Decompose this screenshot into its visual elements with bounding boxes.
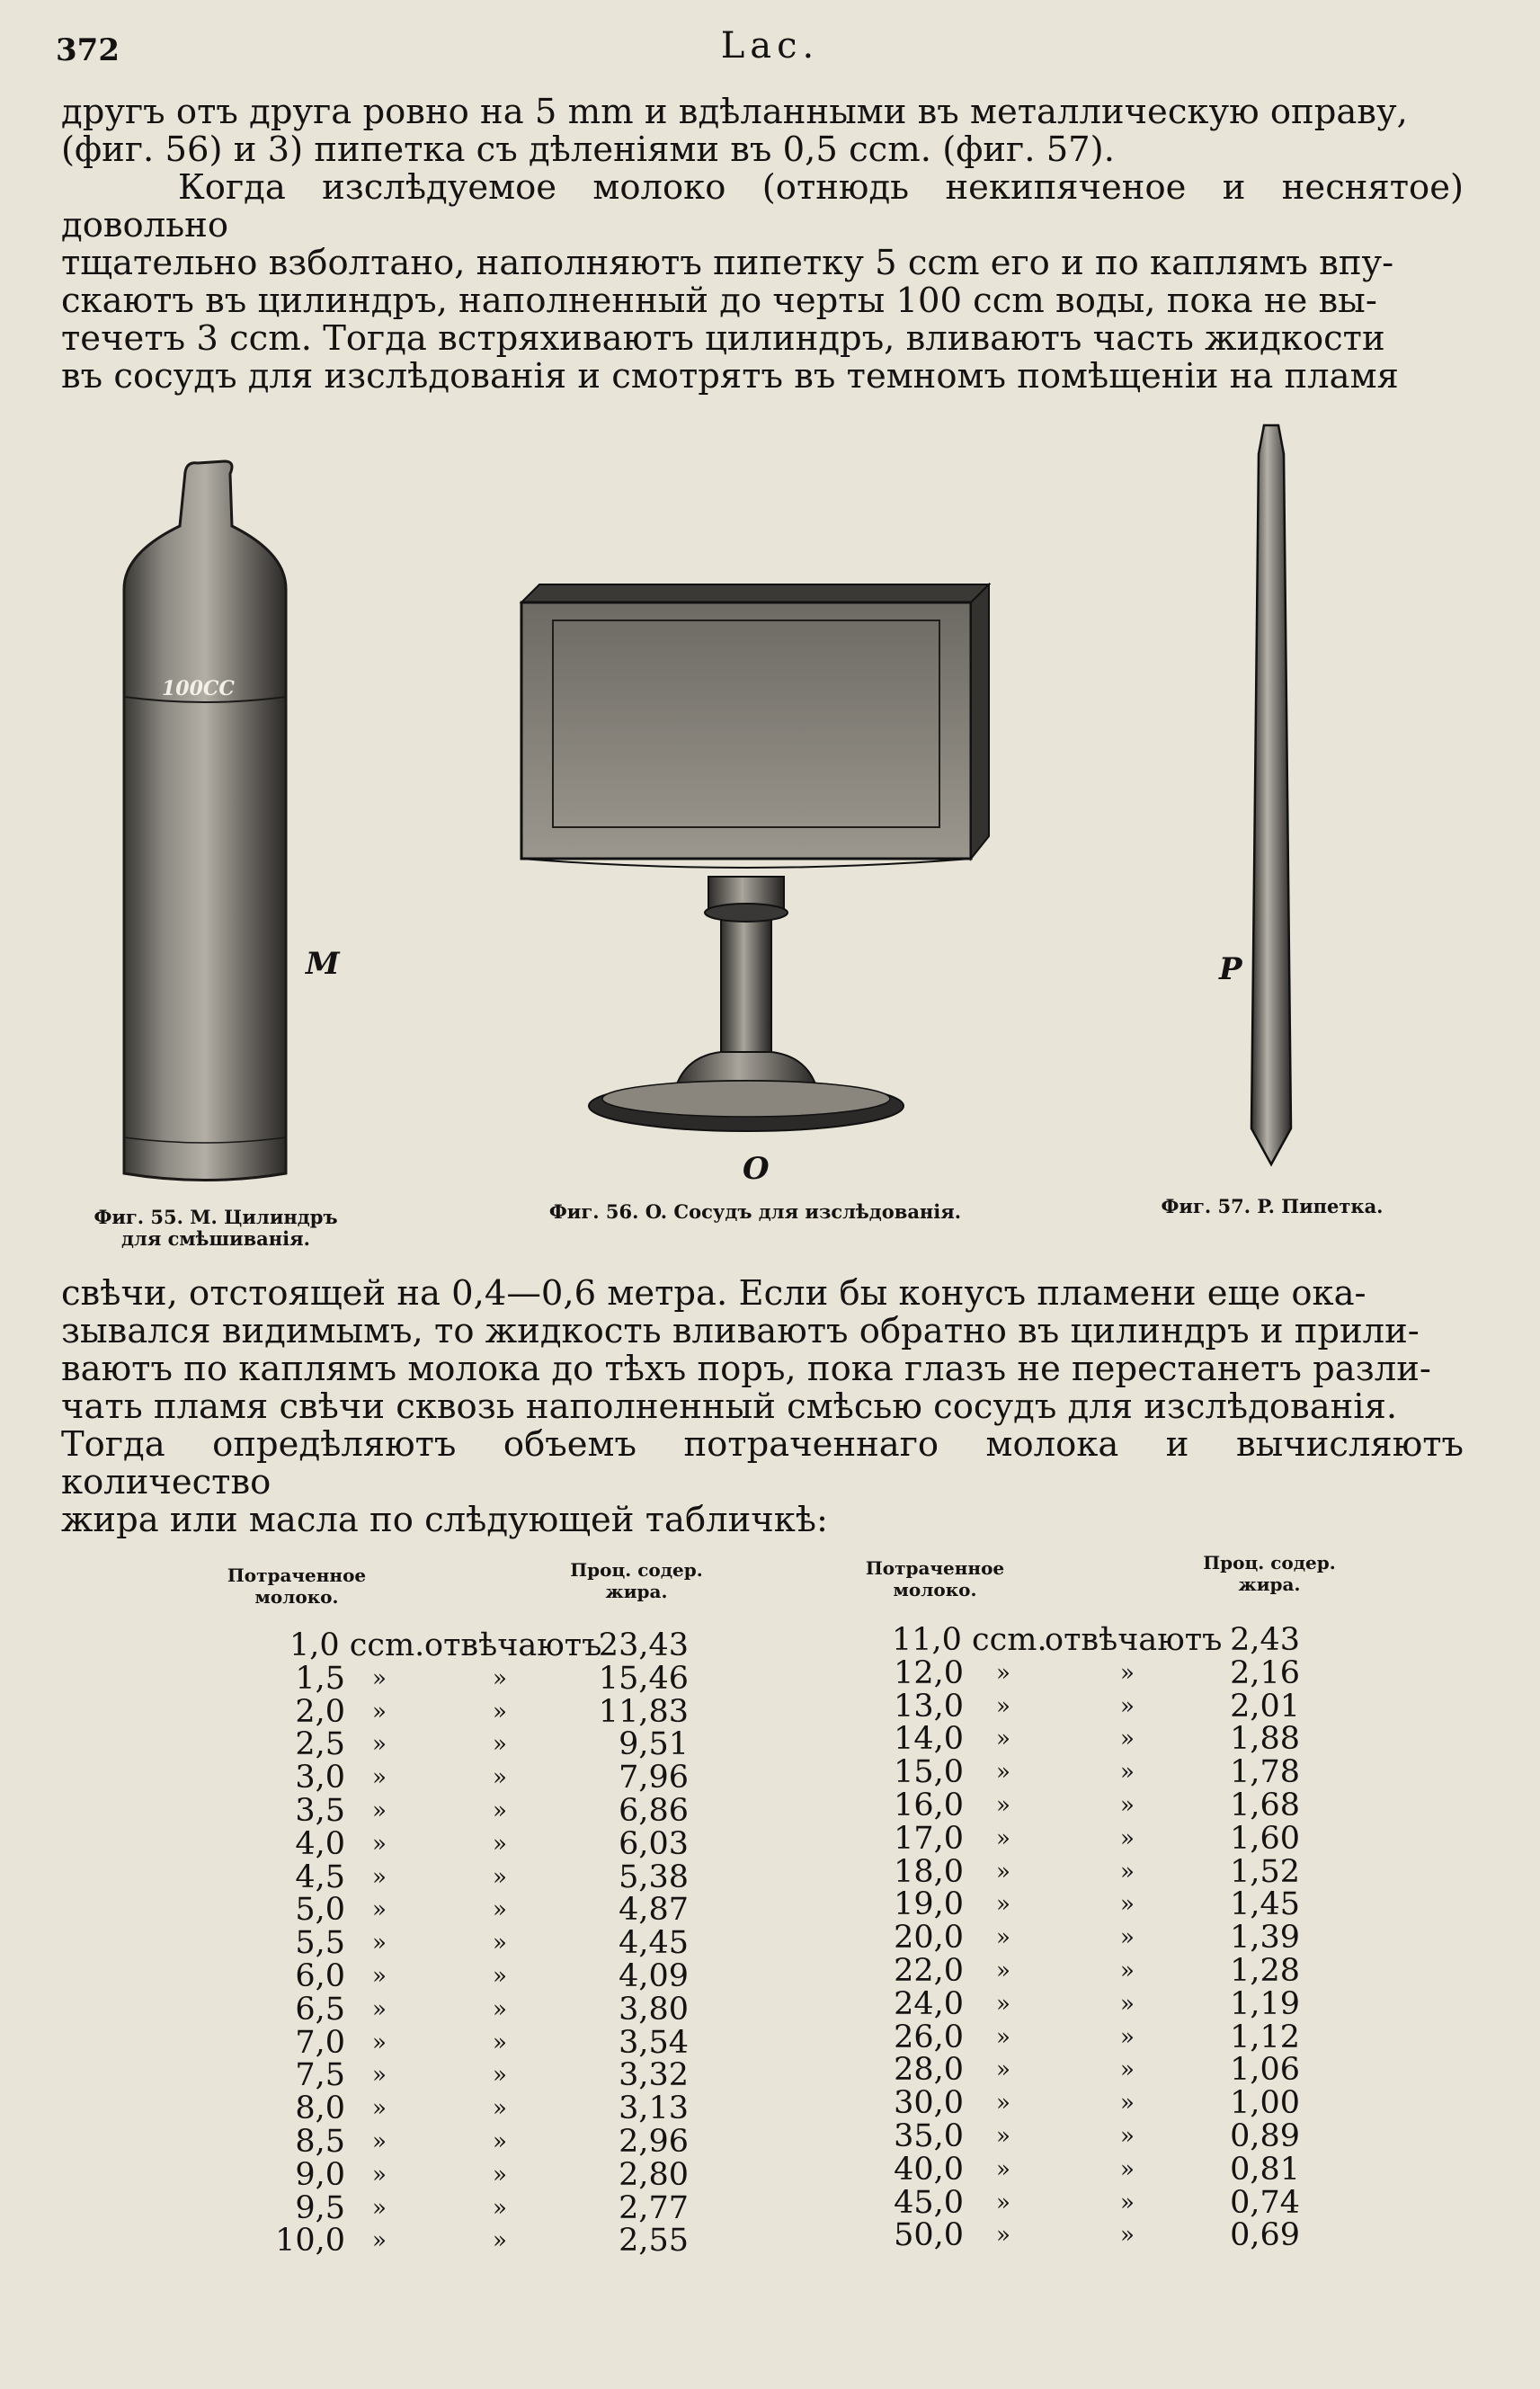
table-row xyxy=(773,2219,1420,2252)
top-paragraph xyxy=(61,94,1464,396)
table-cell: 1,5 xyxy=(295,1660,345,1697)
table-cell: » xyxy=(372,1830,387,1858)
table-cell: » xyxy=(372,2227,387,2255)
text-line: Тогда опредѣляютъ объемъ потраченнаго молока и вычисляютъ количество xyxy=(61,1424,1464,1502)
table-cell: 2,5 xyxy=(295,1726,345,1763)
table-cell: 3,0 xyxy=(295,1760,345,1796)
table-cell: 9,5 xyxy=(295,2189,345,2226)
table-row xyxy=(0,2123,773,2160)
left-head-milk xyxy=(207,1564,387,1608)
table-cell: 10,0 xyxy=(275,2223,345,2260)
table-cell: » xyxy=(372,1930,387,1957)
table-cell: 23,43 xyxy=(598,1627,689,1663)
text-line: течетъ 3 ccm. Тогда встряхиваютъ цилиндръ, вливаютъ часть жидкости xyxy=(61,318,1385,359)
table-cell: » xyxy=(372,1764,387,1792)
page-header xyxy=(0,25,1540,70)
table-cell: » xyxy=(996,2155,1010,2183)
table-cell: 4,09 xyxy=(619,1957,689,1994)
table-cell: 1,68 xyxy=(1230,1787,1300,1823)
table-cell: » xyxy=(493,2127,507,2155)
table-row xyxy=(773,2054,1420,2087)
table-cell: » xyxy=(996,1759,1010,1787)
table-cell: » xyxy=(372,1863,387,1891)
table-cell: » xyxy=(372,1698,387,1725)
table-cell: 1,52 xyxy=(1230,1853,1300,1890)
table-row xyxy=(773,1690,1420,1724)
table-row xyxy=(773,1789,1420,1823)
text-line: свѣчи, отстоящей на 0,4—0,6 метра. Если бы конусъ пламени еще ока- xyxy=(61,1273,1366,1314)
table-cell: 3,80 xyxy=(619,1991,689,2028)
table-cell: 1,78 xyxy=(1230,1754,1300,1791)
table-cell: » xyxy=(493,1962,507,1990)
table-row xyxy=(0,1662,773,1696)
table-row xyxy=(773,2153,1420,2187)
table-cell: 0,69 xyxy=(1230,2217,1300,2254)
text-line: другъ отъ друга ровно на 5 mm и вдѣланными въ металлическую оправу, xyxy=(61,92,1408,132)
table-row xyxy=(0,1894,773,1927)
table-cell: 1,39 xyxy=(1230,1920,1300,1957)
table-row xyxy=(773,1820,1420,1857)
head-line: Проц. содер. xyxy=(570,1559,703,1581)
table-row xyxy=(773,1985,1420,2022)
table-cell: 7,5 xyxy=(295,2057,345,2094)
table-cell: 1,0 ccm. xyxy=(289,1627,425,1663)
table-cell: 18,0 xyxy=(894,1853,964,1890)
table-cell: 5,5 xyxy=(295,1925,345,1962)
table-cell: » xyxy=(996,1791,1010,1819)
figure-55-cylinder xyxy=(115,454,295,1191)
table-cell: 1,00 xyxy=(1230,2085,1300,2122)
right-head-milk xyxy=(845,1557,1025,1600)
table-cell: » xyxy=(996,1990,1010,2018)
table-cell: » xyxy=(996,1824,1010,1852)
figure-57-caption: Фиг. 57. P. Пипетка. xyxy=(1161,1195,1384,1217)
table-cell: » xyxy=(493,2161,507,2188)
table-cell: » xyxy=(493,1664,507,1692)
table-cell: » xyxy=(372,1995,387,2023)
table-row xyxy=(0,2189,773,2226)
table-cell: » xyxy=(996,2222,1010,2250)
table-row xyxy=(773,1723,1420,1756)
table-row xyxy=(0,1993,773,2027)
table-cell: » xyxy=(493,2194,507,2222)
left-head-fat xyxy=(556,1559,717,1602)
table-cell: » xyxy=(1120,2222,1135,2250)
table-cell: 1,12 xyxy=(1230,2019,1300,2055)
table-cell: » xyxy=(372,1731,387,1759)
table-cell: 35,0 xyxy=(894,2117,964,2154)
table-cell: 3,5 xyxy=(295,1792,345,1829)
cylinder-label: 100CC xyxy=(162,677,235,700)
table-cell: 4,0 xyxy=(295,1825,345,1862)
running-head: Lac. xyxy=(720,25,820,67)
table-row xyxy=(0,1693,773,1730)
table-cell: » xyxy=(996,1692,1010,1720)
table-cell: 5,38 xyxy=(619,1859,689,1895)
table-cell: » xyxy=(1120,1990,1135,2018)
table-row xyxy=(773,1756,1420,1789)
table-row xyxy=(773,2184,1420,2221)
table-cell: 0,89 xyxy=(1230,2117,1300,2154)
table-row xyxy=(0,1728,773,1761)
table-cell: 1,60 xyxy=(1230,1820,1300,1857)
table-cell: 1,06 xyxy=(1230,2052,1300,2089)
table-cell: » xyxy=(372,2028,387,2056)
table-cell: 50,0 xyxy=(894,2217,964,2254)
figure-57-pipette xyxy=(1239,418,1302,1169)
table-cell: 6,0 xyxy=(295,1957,345,1994)
table-cell: » xyxy=(372,2161,387,2188)
table-cell: 8,5 xyxy=(295,2123,345,2160)
table-cell: 8,0 xyxy=(295,2090,345,2127)
cylinder-illustration xyxy=(115,454,295,1191)
table-cell: » xyxy=(996,2188,1010,2216)
table-cell: » xyxy=(1120,1824,1135,1852)
table-cell: 0,81 xyxy=(1230,2151,1300,2188)
table-cell: » xyxy=(996,1858,1010,1885)
table-row xyxy=(0,1825,773,1862)
table-cell: 1,88 xyxy=(1230,1721,1300,1758)
table-cell: 1,45 xyxy=(1230,1886,1300,1923)
table-cell: » xyxy=(372,1896,387,1924)
figure-56-letter: O xyxy=(743,1151,770,1187)
table-cell: 30,0 xyxy=(894,2085,964,2122)
table-cell: 0,74 xyxy=(1230,2184,1300,2221)
table-cell: 20,0 xyxy=(894,1920,964,1957)
table-row xyxy=(0,1792,773,1829)
table-row xyxy=(773,1921,1420,1955)
figure-55-caption xyxy=(72,1207,360,1250)
table-cell: отвѣчаютъ xyxy=(424,1627,602,1663)
table-cell: » xyxy=(493,1863,507,1891)
table-cell: » xyxy=(1120,1924,1135,1952)
table-cell: 5,0 xyxy=(295,1892,345,1929)
table-row xyxy=(773,2087,1420,2120)
table-cell: 2,16 xyxy=(1230,1654,1300,1691)
head-line: Потраченное xyxy=(227,1564,367,1586)
table-row xyxy=(773,1952,1420,1989)
table-cell: » xyxy=(1120,1759,1135,1787)
table-cell: 15,46 xyxy=(598,1660,689,1697)
table-row xyxy=(0,1927,773,1960)
figure-57-letter: P xyxy=(1219,951,1242,987)
table-row xyxy=(773,2021,1420,2055)
table-cell: » xyxy=(1120,2090,1135,2117)
table-cell: » xyxy=(493,1698,507,1725)
table-cell: 1,19 xyxy=(1230,1985,1300,2022)
table-cell: » xyxy=(996,1725,1010,1753)
bottom-paragraph xyxy=(61,1275,1464,1539)
table-cell: 3,54 xyxy=(619,2024,689,2061)
table-cell: » xyxy=(493,2227,507,2255)
table-cell: 2,96 xyxy=(619,2123,689,2160)
table-cell: 45,0 xyxy=(894,2184,964,2221)
table-cell: » xyxy=(996,1957,1010,1984)
table-cell: 1,28 xyxy=(1230,1952,1300,1989)
figure-55-letter: M xyxy=(306,946,340,982)
table-cell: 9,0 xyxy=(295,2156,345,2193)
table-cell: » xyxy=(1120,1957,1135,1984)
table-row xyxy=(0,2024,773,2061)
table-cell: 2,55 xyxy=(619,2223,689,2260)
table-row xyxy=(0,1957,773,1994)
table-cell: » xyxy=(1120,1692,1135,1720)
pipette-illustration xyxy=(1239,418,1302,1169)
table-cell: » xyxy=(1120,2188,1135,2216)
table-cell: » xyxy=(1120,1858,1135,1885)
table-cell: » xyxy=(996,1924,1010,1952)
text-line: Когда изслѣдуемое молоко (отнюдь некипяченое и неснятое) довольно xyxy=(61,167,1464,245)
caption-line: для смѣшиванія. xyxy=(121,1227,310,1250)
text-line: тщательно взболтано, наполняютъ пипетку 5 ccm его и по каплямъ впу- xyxy=(61,243,1394,283)
table-cell: 6,5 xyxy=(295,1991,345,2028)
table-cell: 2,0 xyxy=(295,1693,345,1730)
head-line: жира. xyxy=(605,1581,668,1602)
figure-56-vessel xyxy=(503,566,1007,1142)
text-line: (фиг. 56) и 3) пипетка съ дѣленіями въ 0,5 ccm. (фиг. 57). xyxy=(61,129,1115,170)
table-cell: 15,0 xyxy=(894,1754,964,1791)
table-cell: 11,83 xyxy=(598,1693,689,1730)
table-row xyxy=(0,1629,773,1662)
table-cell: » xyxy=(1120,2155,1135,2183)
figure-56-caption: Фиг. 56. O. Сосудъ для изслѣдованія. xyxy=(548,1200,962,1223)
table-row xyxy=(773,2117,1420,2154)
table-row xyxy=(0,2224,773,2258)
table-cell: » xyxy=(372,2062,387,2090)
table-cell: » xyxy=(1120,2122,1135,2150)
table-cell: » xyxy=(1120,1891,1135,1919)
table-cell: » xyxy=(493,1995,507,2023)
table-cell: » xyxy=(1120,1725,1135,1753)
table-cell: » xyxy=(996,1659,1010,1687)
table-cell: » xyxy=(372,2095,387,2123)
table-cell: 26,0 xyxy=(894,2019,964,2055)
text-line: въ сосудъ для изслѣдованія и смотрятъ въ темномъ помѣщеніи на пламя xyxy=(61,356,1399,397)
table-cell: » xyxy=(372,1796,387,1824)
table-cell: 2,80 xyxy=(619,2156,689,2193)
text-line: зывался видимымъ, то жидкость вливаютъ обратно въ цилиндръ и прили- xyxy=(61,1311,1420,1351)
table-cell: » xyxy=(996,1891,1010,1919)
table-cell: 3,13 xyxy=(619,2090,689,2127)
page-number: 372 xyxy=(56,32,120,68)
table-cell: » xyxy=(1120,1791,1135,1819)
table-cell: » xyxy=(996,2023,1010,2051)
table-row xyxy=(773,1624,1420,1657)
table-cell: » xyxy=(493,1930,507,1957)
table-cell: 22,0 xyxy=(894,1952,964,1989)
table-cell: » xyxy=(493,2062,507,2090)
table-cell: 11,0 ccm. xyxy=(892,1622,1047,1658)
text-line: чать пламя свѣчи сквозь наполненный смѣсью сосудъ для изслѣдованія. xyxy=(61,1386,1398,1427)
table-cell: » xyxy=(372,2127,387,2155)
table-cell: » xyxy=(1120,1659,1135,1687)
table-cell: 6,03 xyxy=(619,1825,689,1862)
table-cell: 4,45 xyxy=(619,1925,689,1962)
table-row xyxy=(0,2092,773,2126)
table-cell: 19,0 xyxy=(894,1886,964,1923)
table-cell: » xyxy=(493,1796,507,1824)
fat-table-left xyxy=(0,1629,773,2258)
table-cell: 40,0 xyxy=(894,2151,964,2188)
table-cell: 6,86 xyxy=(619,1792,689,1829)
table-cell: » xyxy=(493,1830,507,1858)
head-line: молоко. xyxy=(893,1579,977,1600)
table-cell: 14,0 xyxy=(894,1721,964,1758)
table-cell: » xyxy=(493,2028,507,2056)
table-cell: » xyxy=(996,2056,1010,2084)
head-line: Потраченное xyxy=(865,1557,1005,1579)
table-cell: 9,51 xyxy=(619,1726,689,1763)
table-cell: » xyxy=(1120,2023,1135,2051)
table-cell: 17,0 xyxy=(894,1820,964,1857)
table-cell: » xyxy=(372,2194,387,2222)
table-cell: 16,0 xyxy=(894,1787,964,1823)
table-cell: отвѣчаютъ xyxy=(1045,1622,1223,1658)
text-line: жира или масла по слѣдующей табличкѣ: xyxy=(61,1500,828,1540)
table-cell: 24,0 xyxy=(894,1985,964,2022)
table-cell: 4,87 xyxy=(619,1892,689,1929)
text-line: скаютъ въ цилиндръ, наполненный до черты 100 ccm воды, пока не вы- xyxy=(61,281,1377,321)
table-cell: » xyxy=(493,1896,507,1924)
table-row xyxy=(773,1654,1420,1691)
table-cell: » xyxy=(493,1764,507,1792)
table-cell: 13,0 xyxy=(894,1688,964,1725)
text-line: ваютъ по каплямъ молока до тѣхъ поръ, пока глазъ не перестанетъ разли- xyxy=(61,1349,1431,1389)
table-cell: 3,32 xyxy=(619,2057,689,2094)
head-line: Проц. содер. xyxy=(1203,1552,1336,1573)
table-row xyxy=(0,2059,773,2092)
fat-table-right xyxy=(773,1624,1420,2252)
table-cell: 2,01 xyxy=(1230,1688,1300,1725)
table-cell: 7,96 xyxy=(619,1760,689,1796)
table-cell: » xyxy=(493,1731,507,1759)
table-cell: » xyxy=(493,2095,507,2123)
table-row xyxy=(0,2156,773,2193)
table-cell: 4,5 xyxy=(295,1859,345,1895)
caption-line: Фиг. 55. M. Цилиндръ xyxy=(93,1206,338,1228)
table-cell: 7,0 xyxy=(295,2024,345,2061)
table-cell: 2,77 xyxy=(619,2189,689,2226)
table-cell: » xyxy=(1120,2056,1135,2084)
head-line: жира. xyxy=(1238,1573,1301,1595)
table-row xyxy=(773,1853,1420,1890)
table-row xyxy=(0,1761,773,1795)
table-row xyxy=(0,1861,773,1894)
table-cell: » xyxy=(372,1962,387,1990)
vessel-illustration xyxy=(503,566,1007,1142)
head-line: молоко. xyxy=(254,1586,339,1608)
table-cell: » xyxy=(996,2090,1010,2117)
table-cell: 28,0 xyxy=(894,2052,964,2089)
table-cell: 12,0 xyxy=(894,1654,964,1691)
table-cell: 2,43 xyxy=(1230,1622,1300,1658)
table-cell: » xyxy=(996,2122,1010,2150)
right-head-fat xyxy=(1188,1552,1350,1595)
table-cell: » xyxy=(372,1664,387,1692)
table-row xyxy=(773,1888,1420,1921)
